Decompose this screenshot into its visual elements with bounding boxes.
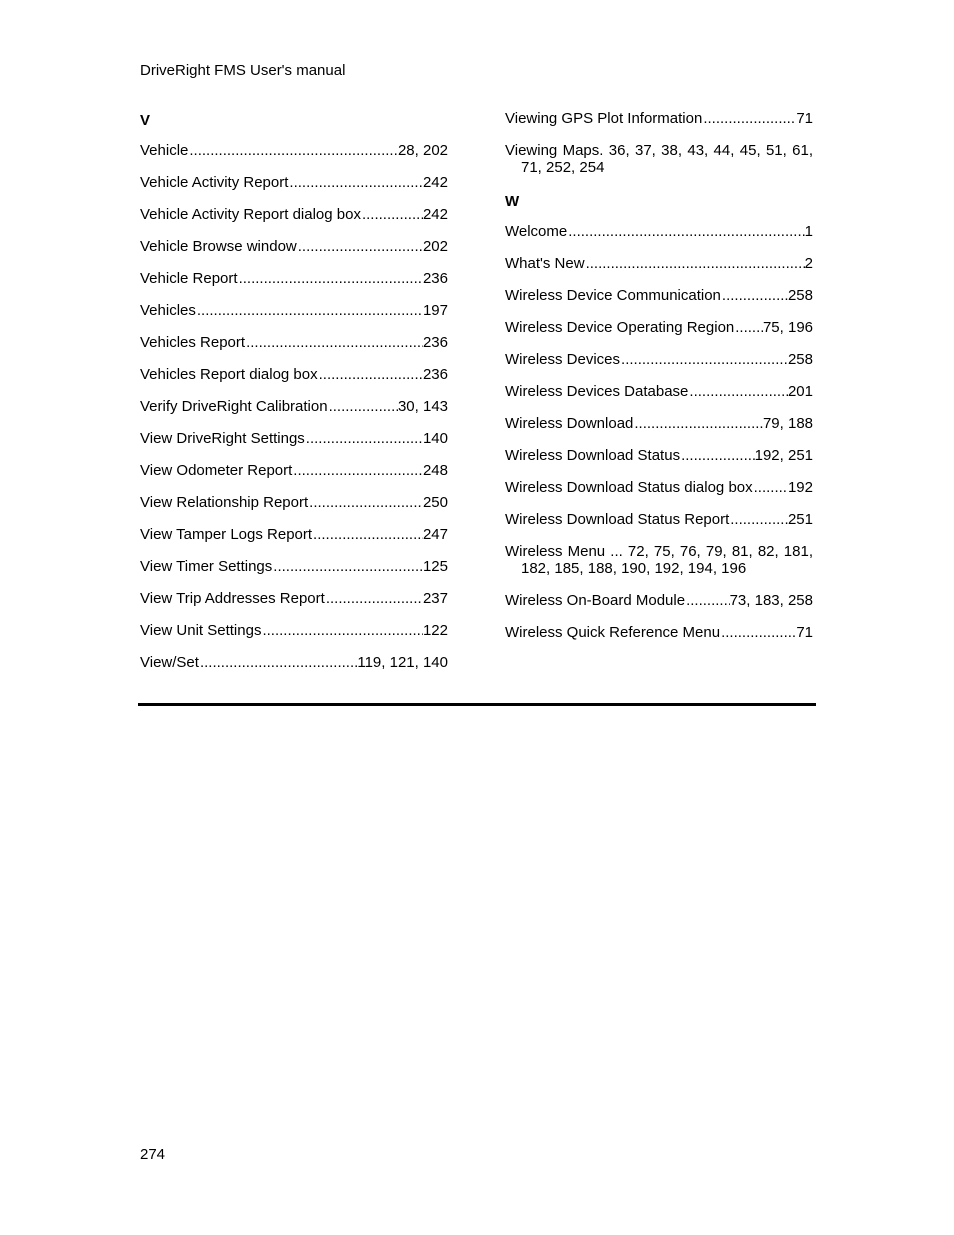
index-term: Vehicles — [140, 302, 196, 319]
dot-leader — [753, 479, 788, 496]
index-entry — [505, 511, 813, 528]
index-term: View DriveRight Settings — [140, 430, 305, 447]
index-page-refs: 1 — [804, 223, 813, 240]
index-term: Wireless Quick Reference Menu — [505, 624, 721, 641]
index-term: Vehicle Activity Report — [140, 174, 289, 191]
index-page-refs: 140 — [422, 430, 448, 447]
dot-leader — [585, 255, 805, 272]
index-entry — [505, 110, 813, 127]
index-entry — [140, 206, 448, 223]
index-page-refs: 73, 183, 258 — [729, 592, 813, 609]
index-page-refs: 79, 188 — [762, 415, 813, 432]
section-divider — [138, 703, 816, 706]
index-page-refs: 75, 196 — [762, 319, 813, 336]
dot-leader — [620, 351, 788, 368]
index-term: Vehicles Report — [140, 334, 246, 351]
index-page-refs: 125 — [422, 558, 448, 575]
index-term: Verify DriveRight Calibration — [140, 398, 328, 415]
dot-leader — [633, 415, 763, 432]
index-entry — [140, 398, 448, 415]
index-page-refs: 192 — [787, 479, 813, 496]
index-entry-list — [505, 110, 813, 176]
index-letter-heading: V — [140, 112, 151, 129]
index-entry — [140, 366, 448, 383]
index-entry — [140, 302, 448, 319]
index-entry — [505, 447, 813, 464]
dot-leader — [312, 526, 423, 543]
dot-leader — [325, 590, 423, 607]
index-letter-heading: W — [505, 193, 520, 210]
dot-leader — [688, 383, 788, 400]
dot-leader — [308, 494, 423, 511]
dot-leader — [305, 430, 423, 447]
index-term: What's New — [505, 255, 585, 272]
index-entry — [505, 624, 813, 641]
index-term: Wireless Download Status Report — [505, 511, 730, 528]
index-page-refs: 2 — [804, 255, 813, 272]
index-term: Vehicles Report dialog box — [140, 366, 318, 383]
index-term: Vehicle — [140, 142, 189, 159]
dot-leader — [567, 223, 804, 240]
index-term: View Relationship Report — [140, 494, 309, 511]
index-entry — [140, 622, 448, 639]
index-entry — [505, 592, 813, 609]
index-entry — [140, 238, 448, 255]
index-page-refs: 201 — [787, 383, 813, 400]
index-page-refs: 247 — [422, 526, 448, 543]
index-entry — [140, 334, 448, 351]
index-entry — [505, 479, 813, 496]
index-page-refs: 30, 143 — [397, 398, 448, 415]
index-term: Wireless Download — [505, 415, 634, 432]
index-page-refs: 28, 202 — [397, 142, 448, 159]
index-entry — [140, 590, 448, 607]
index-entry — [505, 351, 813, 368]
dot-leader — [245, 334, 423, 351]
index-term: Wireless Device Operating Region — [505, 319, 735, 336]
index-term: Vehicle Activity Report dialog box — [140, 206, 361, 223]
index-term: Wireless Download Status dialog box — [505, 479, 753, 496]
index-term: View Tamper Logs Report — [140, 526, 313, 543]
index-entry — [140, 494, 448, 511]
dot-leader — [318, 366, 423, 383]
index-term: View Timer Settings — [140, 558, 273, 575]
index-entry-list — [505, 223, 813, 641]
dot-leader — [188, 142, 398, 159]
index-term: View/Set — [140, 654, 199, 671]
index-term: Wireless Devices — [505, 351, 621, 368]
index-page-refs: 258 — [787, 287, 813, 304]
dot-leader — [288, 174, 423, 191]
index-page-refs: 251 — [787, 511, 813, 528]
dot-leader — [199, 654, 357, 671]
index-entry — [505, 415, 813, 432]
dot-leader — [292, 462, 423, 479]
index-entry — [505, 255, 813, 272]
dot-leader — [196, 302, 423, 319]
dot-leader — [238, 270, 423, 287]
index-term: Wireless On-Board Module — [505, 592, 686, 609]
index-entry — [140, 558, 448, 575]
page-number: 274 — [140, 1146, 166, 1163]
index-page-refs: 197 — [422, 302, 448, 319]
dot-leader — [297, 238, 423, 255]
index-term: Vehicle Browse window — [140, 238, 297, 255]
dot-leader — [721, 287, 788, 304]
dot-leader — [272, 558, 423, 575]
index-page-refs: 236 — [422, 270, 448, 287]
index-entry — [140, 462, 448, 479]
index-page-refs: 192, 251 — [754, 447, 813, 464]
index-entry: Wireless Menu ... 72, 75, 76, 79, 81, 82, 181, 182, 185, 188, 190, 192, 194, 196 — [505, 543, 813, 577]
index-entry — [140, 654, 448, 671]
index-term: Wireless Download Status — [505, 447, 681, 464]
index-entry — [505, 287, 813, 304]
index-entry-list — [140, 142, 448, 671]
index-entry — [505, 383, 813, 400]
index-term: View Unit Settings — [140, 622, 262, 639]
index-term: View Trip Addresses Report — [140, 590, 325, 607]
index-entry — [140, 270, 448, 287]
index-column-left — [140, 110, 448, 686]
index-page-refs: 250 — [422, 494, 448, 511]
dot-leader — [702, 110, 796, 127]
index-page-refs: 71 — [796, 110, 813, 127]
dot-leader — [729, 511, 788, 528]
index-entry — [140, 430, 448, 447]
dot-leader — [720, 624, 796, 641]
index-column-right — [505, 110, 813, 656]
running-header: DriveRight FMS User's manual — [140, 62, 346, 79]
index-page-refs: 236 — [422, 334, 448, 351]
index-term: Wireless Device Communication — [505, 287, 721, 304]
dot-leader — [734, 319, 763, 336]
index-page-refs: 237 — [422, 590, 448, 607]
index-page-refs: 242 — [422, 206, 448, 223]
index-entry — [140, 142, 448, 159]
dot-leader — [328, 398, 398, 415]
index-entry — [505, 319, 813, 336]
index-page-refs: 236 — [422, 366, 448, 383]
index-entry — [140, 174, 448, 191]
index-term: Welcome — [505, 223, 568, 240]
dot-leader — [680, 447, 755, 464]
index-page-refs: 71 — [796, 624, 813, 641]
index-page-refs: 258 — [787, 351, 813, 368]
index-entry — [140, 526, 448, 543]
dot-leader — [361, 206, 423, 223]
index-term: View Odometer Report — [140, 462, 293, 479]
index-term: Viewing GPS Plot Information — [505, 110, 703, 127]
index-term: Vehicle Report — [140, 270, 238, 287]
index-page-refs: 202 — [422, 238, 448, 255]
dot-leader — [685, 592, 730, 609]
index-page-refs: 119, 121, 140 — [357, 654, 448, 671]
index-page-refs: 242 — [422, 174, 448, 191]
index-entry — [505, 223, 813, 240]
index-page-refs: 122 — [422, 622, 448, 639]
index-page-refs: 248 — [422, 462, 448, 479]
index-entry: Viewing Maps. 36, 37, 38, 43, 44, 45, 51, 61, 71, 252, 254 — [505, 142, 813, 176]
dot-leader — [261, 622, 423, 639]
index-term: Wireless Devices Database — [505, 383, 689, 400]
